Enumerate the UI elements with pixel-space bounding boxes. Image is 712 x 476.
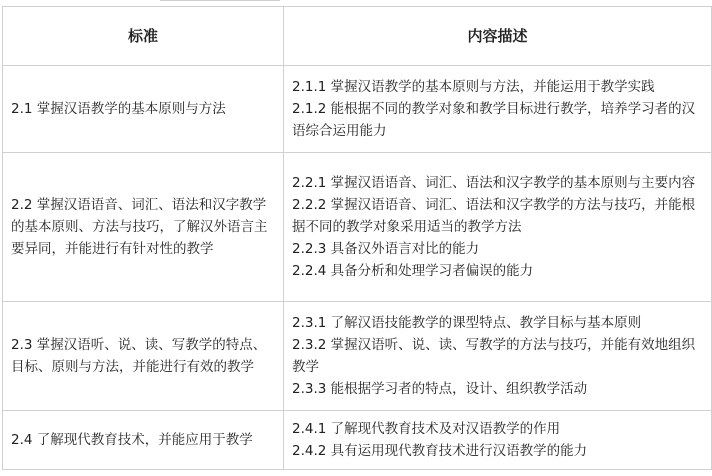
description-item: 2.4.1 了解现代教育技术及对汉语教学的作用 (292, 421, 561, 437)
standards-table (2, 6, 712, 470)
table-row (3, 302, 712, 411)
description-item: 2.3.2 掌握汉语听、说、读、写教学的方法与技巧，并能有效地组织教学 (292, 337, 696, 375)
header-standard: 标准 (3, 7, 284, 66)
description-item: 2.3.3 能根据学习者的特点，设计、组织教学活动 (292, 381, 588, 397)
header-description: 内容描述 (284, 7, 712, 66)
description-item: 2.2.3 具备汉外语言对比的能力 (292, 241, 480, 257)
description-item: 2.1.1 掌握汉语教学的基本原则与方法，并能运用于教学实践 (292, 79, 655, 95)
top-divider (160, 0, 280, 1)
description-cell (284, 302, 712, 411)
description-item: 2.2.4 具备分析和处理学习者偏误的能力 (292, 263, 534, 279)
standard-cell: 2.3 掌握汉语听、说、读、写教学的特点、目标、原则与方法，并能进行有效的教学 (3, 302, 284, 411)
table-header-row (3, 7, 712, 66)
description-item: 2.4.2 具有运用现代教育技术进行汉语教学的能力 (292, 443, 588, 459)
table-row (3, 153, 712, 302)
description-cell (284, 411, 712, 470)
standard-cell: 2.4 了解现代教育技术，并能应用于教学 (3, 411, 284, 470)
description-item: 2.2.2 掌握汉语语音、词汇、语法和汉字教学的方法与技巧，并能根据不同的教学对象采用适当的教学方法 (292, 197, 696, 235)
standard-cell: 2.1 掌握汉语教学的基本原则与方法 (3, 66, 284, 153)
standard-cell: 2.2 掌握汉语语音、词汇、语法和汉字教学的基本原则、方法与技巧，了解汉外语言主要异同，并能进行有针对性的教学 (3, 153, 284, 302)
table-row (3, 411, 712, 470)
description-item: 2.1.2 能根据不同的教学对象和教学目标进行教学，培养学习者的汉语综合运用能力 (292, 101, 696, 139)
table-row (3, 66, 712, 153)
description-cell (284, 66, 712, 153)
description-item: 2.3.1 了解汉语技能教学的课型特点、教学目标与基本原则 (292, 315, 642, 331)
description-cell (284, 153, 712, 302)
description-item: 2.2.1 掌握汉语语音、词汇、语法和汉字教学的基本原则与主要内容 (292, 175, 696, 191)
